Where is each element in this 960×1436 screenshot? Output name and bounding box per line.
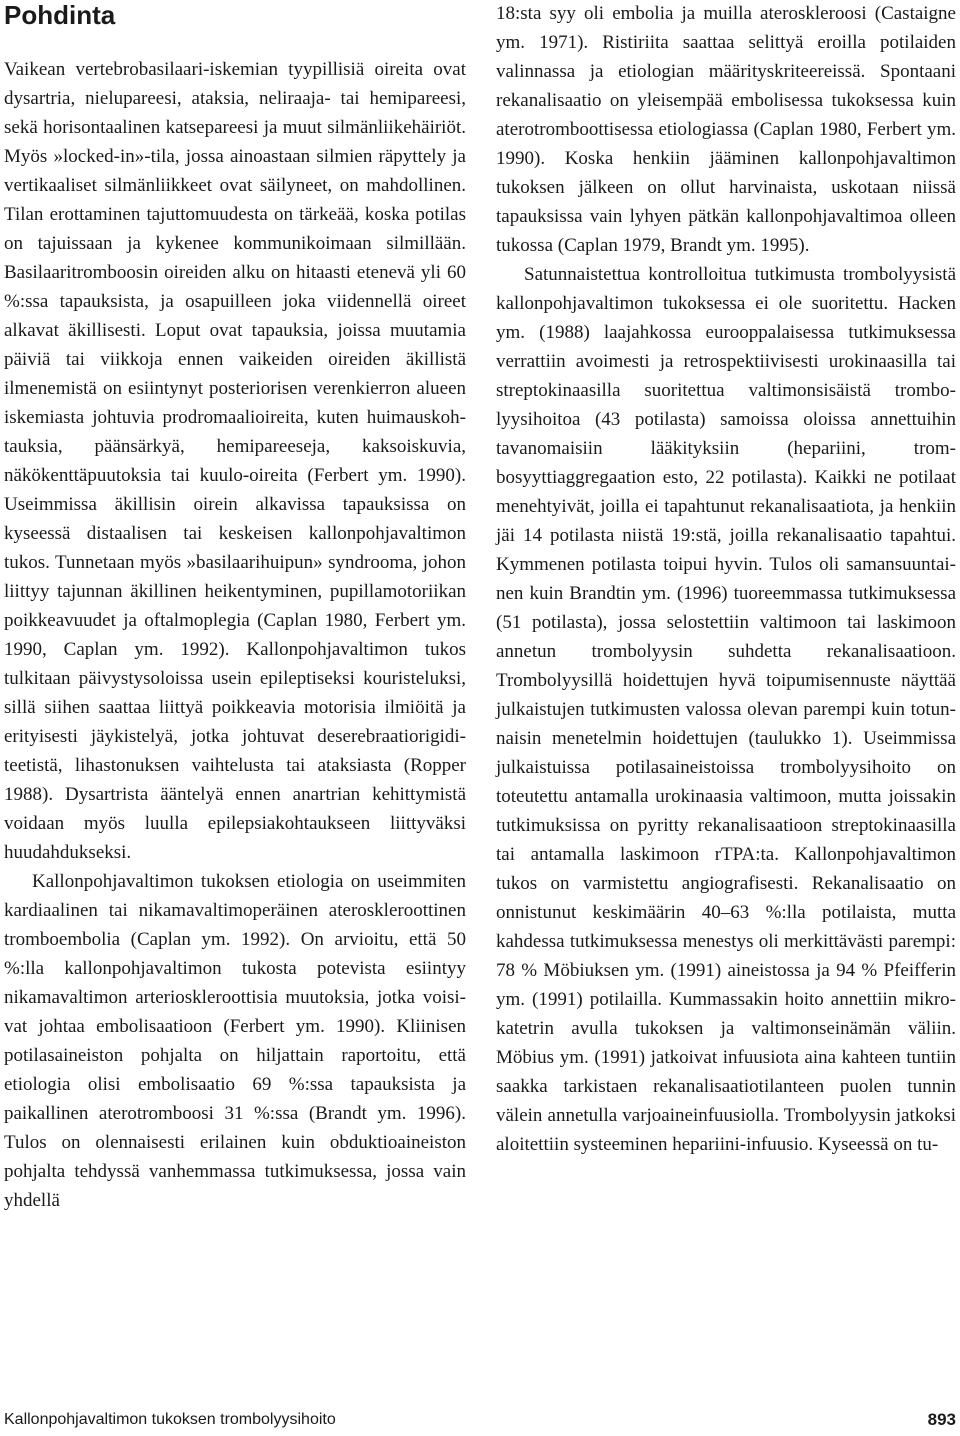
body-paragraph: 18:sta syy oli embolia ja muilla ateroskleroosi (Castaigne ym. 1971). Ristiriita saattaa selittyä eroilla potilaiden valinnassa ja etiologian määrityskriteereissä. Spontaani rekanalisaatio on yleisempää embolisessa tukoksessa kuin aterotromboottisessa etiologiassa (Caplan 1980, Ferbert ym. 1990). Koska henkiin jääminen kallonpohjavaltimon tukoksen jälkeen on ollut harvinaista, uskotaan niissä tapauksissa vain lyhyen pätkän kallonpohjavaltimoa olleen tukossa (Caplan 1979, Brandt ym. 1995). xyxy=(496,3,956,256)
right-column xyxy=(496,0,956,1159)
body-paragraph: Satunnaistettua kontrolloitua tutkimusta trombolyysistä kallonpohjavaltimon tukoksessa ei ole suoritettu. Hacken ym. (1988) laajahkossa eurooppalaisessa tutkimuksessa verrattiin avoimesti ja retrospektiivisesti urokinaasilla tai streptokinaasilla suoritettua valtimonsisäistä trombolyysihoitoa (43 potilasta) samoissa oloissa annettuihin tavanomaisiin lääkityksiin (hepariini, trombosyyttiaggregaation esto, 22 potilasta). Kaikki ne potilaat menehtyivät, joilla ei tapahtunut rekanalisaatiota, ja henkiin jäi 14 potilasta niistä 19:stä, joilla rekanalisaatio tapahtui. Kymmenen potilasta toipui hyvin. Tulos oli samansuuntainen kuin Brandtin ym. (1996) tuoreemmassa tutkimuksessa (51 potilasta), jossa selostettiin valtimoon tai laskimoon annetun trombolyysin suhdetta rekanalisaatioon. Trombolyysillä hoidettujen hyvä toipumisennuste näyttää julkaistujen tutkimusten valossa olevan parempi kuin totunnaisin menetelmin hoidettujen (taulukko 1). Useimmissa julkaistuissa potilasaineistoissa trombolyysihoito on toteutettu antamalla urokinaasia valtimoon, mutta joissakin tutkimuksissa on pyritty rekanalisaatioon streptokinaasilla tai antamalla laskimoon rTPA:ta. Kallonpohjavaltimon tukos on varmistettu angiografisesti. Rekanalisaatio on onnistunut keskimäärin 40–63 %:lla potilaista, mutta kahdessa tutkimuksessa menestys oli merkittävästi parempi: 78 % Möbiuksen ym. (1991) aineistossa ja 94 % Pfeifferin ym. (1991) potilailla. Kummassakin hoito annettiin mikrokatetrin avulla tukoksen ja valtimonseinämän väliin. Möbius ym. (1991) jatkoivat infuusiota aina kahteen tuntiin saakka tarkistaen rekanalisaatiotilanteen puolen tunnin välein annetulla varjoaineinfuusiolla. Trombolyysin jatkoksi aloitettiin systeeminen hepariini-infuusio. Kyseessä on tu- xyxy=(496,264,956,1155)
body-paragraph: Vaikean vertebrobasilaari-iskemian tyypillisiä oireita ovat dysartria, nielupareesi, ataksia, neliraaja- tai hemipareesi, sekä horisontaalinen katsepareesi ja muut silmänliikehäiriöt. Myös »locked-in»-tila, jossa ainoastaan silmien räpyttely ja vertikaaliset silmänliikkeet ovat säilyneet, on mahdollinen. Tilan erottaminen tajuttomuudesta on tärkeää, koska potilas on tajuissaan ja kykenee kommunikoimaan silmillään. Basilaaritromboosin oireiden alku on hitaasti etenevä yli 60 %:ssa tapauksista, ja osapuilleen joka viidennellä oireet alkavat äkillisesti. Loput ovat tapauksia, joissa muutamia päiviä tai viikkoja ennen vaikeiden oireiden äkillistä ilmenemistä on esiintynyt posteriorisen verenkierron alueen iskemiasta johtuvia prodromaalioireita, kuten huimauskohtauksia, päänsärkyä, hemipareeseja, kaksoiskuvia, näkökenttäpuutoksia tai kuulo-oireita (Ferbert ym. 1990). Useimmissa äkillisin oirein alkavissa tapauksissa on kyseessä distaalisen tai keskeisen kallonpohjavaltimon tukos. Tunnetaan myös »basilaarihuipun» syndrooma, johon liittyy tajunnan äkillinen heikentyminen, pupillamotoriikan poikkeavuudet ja oftalmoplegia (Caplan 1980, Ferbert ym. 1990, Caplan ym. 1992). Kallonpohjavaltimon tukos tulkitaan päivystysoloissa usein epileptiseksi kouristeluksi, sillä siihen saattaa liittyä poikkeavia motorisia ilmiöitä ja erityisesti jäykistelyä, jotka johtuvat deserebraatiorigiditeetistä, lihastonuksen vaihtelusta tai ataksiasta (Ropper 1988). Dysartrista ääntelyä ennen anartrian kehittymistä voidaan myös luulla epilepsiakohtaukseen liittyväksi huudahdukseksi. xyxy=(4,59,466,863)
running-footer-title: Kallonpohjavaltimon tukoksen trombolyysihoito xyxy=(4,1411,336,1428)
left-column xyxy=(4,55,466,1215)
section-heading: Pohdinta xyxy=(4,0,116,30)
body-paragraph: Kallonpohjavaltimon tukoksen etiologia on useimmiten kardiaalinen tai nikamavaltimoperäinen ateroskleroottinen tromboembolia (Caplan ym. 1992). On arvioitu, että 50 %:lla kallonpohjavaltimon tukosta potevista esiintyy nikamavaltimon arterioskleroottisia muutoksia, jotka voisivat johtaa embolisaatioon (Ferbert ym. 1990). Kliinisen potilasaineiston pohjalta on hiljattain raportoitu, että etiologia olisi embolisaatio 69 %:ssa tapauksista ja paikallinen aterotromboosi 31 %:ssa (Brandt ym. 1996). Tulos on olennaisesti erilainen kuin obduktioaineiston pohjalta tehdyssä vanhemmassa tutkimuksessa, jossa vain yhdellä xyxy=(4,871,466,1211)
page-number: 893 xyxy=(927,1410,956,1429)
